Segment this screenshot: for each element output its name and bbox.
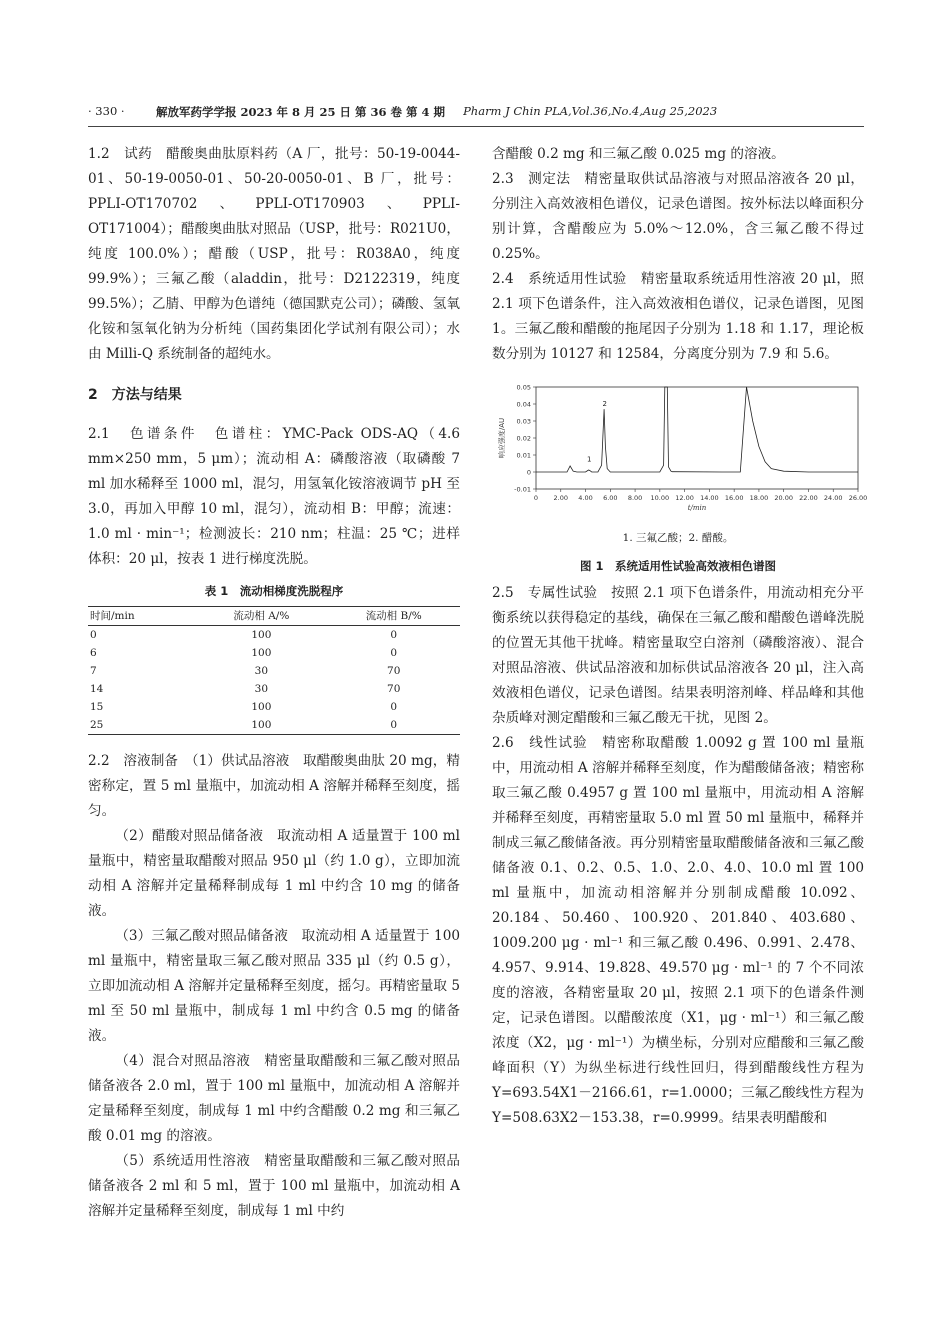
table-cell: 6 — [90, 647, 97, 659]
section-2-2-continued: 含醋酸 0.2 mg 和三氟乙酸 0.025 mg 的溶液。 — [492, 146, 785, 162]
table-header-cell: 时间/min — [90, 610, 135, 622]
gradient-table — [88, 606, 460, 735]
table-body — [88, 626, 460, 735]
x-tick-label: 20.00 — [774, 494, 793, 502]
table-cell: 0 — [90, 629, 97, 641]
peak-label: 1 — [587, 455, 592, 464]
table-cell: 70 — [387, 683, 401, 695]
y-tick-label: 0.02 — [516, 434, 531, 443]
section-2-2: 2.2 溶液制备 （1）供试品溶液 取醋酸奥曲肽 20 mg，精密称定，置 5 ml 量瓶中，加流动相 A 溶解并稀释至刻度，摇匀。 — [88, 753, 460, 819]
section-2-6: 2.6 线性试验 精密称取醋酸 1.0092 g 置 100 ml 量瓶中，用流动相 A 溶解并稀释至刻度，作为醋酸储备液；精密称取三氟乙酸 0.4957 g 置 100 ml 量瓶中，用流动相 A 溶解并稀释至刻度，再精密量取 5.0 ml 置 50 ml 量瓶中，稀释并制成三氟乙酸储备液。再分别精密量取醋酸储备液和三氟乙酸储备液 0.1、0.2、0.5、1.0、2.0、4.0、10.0 ml 置 100 ml 量瓶中，加流动相溶解并分别制成醋酸 10.092、20.184、50.460、100.920、201.840、403.680、1009.200 μg · ml⁻¹ 和三氟乙酸 0.496、0.991、2.478、4.957、9.914、19.828、49.570 μg · ml⁻¹ 的 7 个不同浓度的溶液，各精密量取 20 μl，按照 2.1 项下的色谱条件测定，记录色谱图。以醋酸浓度（X1，μg · ml⁻¹）和三氟乙酸浓度（X2，μg · ml⁻¹）为横坐标，分别对应醋酸和三氟乙酸峰面积（Y）为纵坐标进行线性回归，得到醋酸线性方程为 Y=693.54X1－2166.61，r=1.0000；三氟乙酸线性方程为 Y=508.63X2－153.38，r=0.9999。结果表明醋酸和 — [492, 735, 864, 1126]
table-cell: 30 — [254, 683, 269, 695]
table-row — [88, 662, 460, 680]
section-2-3: 2.3 测定法 精密量取供试品溶液与对照品溶液各 20 μl，分别注入高效液相色谱仪，记录色谱图。按外标法以峰面积分别计算，含醋酸应为 5.0%～12.0%，含三氟乙酸不得过 0.25%。 — [492, 171, 864, 262]
table-cell: 30 — [254, 665, 269, 677]
x-tick-label: 0 — [533, 494, 539, 502]
x-axis-label: t/min — [687, 504, 707, 512]
journal-title-en: Pharm J Chin PLA,Vol.36,No.4,Aug 25,2023 — [463, 104, 718, 118]
x-tick-label: 18.00 — [749, 494, 769, 502]
header-rule — [88, 126, 864, 127]
table-cell: 0 — [390, 629, 398, 641]
x-tick-label: 8.00 — [627, 494, 643, 502]
section-2-4: 2.4 系统适用性试验 精密量取系统适用性溶液 20 μl，照 2.1 项下色谱条件，注入高效液相色谱仪，记录色谱图，见图 1。三氟乙酸和醋酸的拖尾因子分别为 1.18 和 1.17，理论板数分别为 10127 和 12584，分离度分别为 7.9 和 5.6。 — [492, 271, 864, 362]
section-2-2-item-2: （2）醋酸对照品储备液 取流动相 A 适量置于 100 ml 量瓶中，精密量取醋酸对照品 950 μl（约 1.0 g），立即加流动相 A 溶解并定量稀释制成每 1 ml 中约含 10 mg 的储备液。 — [88, 828, 460, 919]
table-1-caption: 表 1 流动相梯度洗脱程序 — [204, 584, 344, 598]
table-cell: 70 — [387, 665, 401, 677]
x-tick-label: 6.00 — [603, 494, 618, 502]
table-cell: 100 — [251, 629, 272, 641]
x-tick-label: 2.00 — [553, 494, 569, 502]
table-cell: 100 — [251, 647, 272, 659]
x-tick-label: 14.00 — [700, 494, 719, 502]
y-tick-label: 0.03 — [516, 417, 531, 426]
table-cell: 14 — [90, 683, 104, 695]
chromatogram-trace — [536, 387, 858, 472]
table-header-row — [88, 607, 460, 626]
section-1-2: 1.2 试药 醋酸奥曲肽原料药（A 厂，批号：50-19-0044-01、50-19-0050-01、50-20-0050-01、B 厂，批号：PPLI-OT170702、PPLI-OT170903、PPLI-OT171004）；醋酸奥曲肽对照品（USP，批号：R021U0，纯度 100.0%）；醋酸（USP，批号：R038A0，纯度 99.9%）；三氟乙酸（aladdin，批号：D2122319，纯度 99.5%）；乙腈、甲醇为色谱纯（德国默克公司）；磷酸、氢氧化铵和氢氧化钠为分析纯（国药集团化学试剂有限公司）；水由 Milli-Q 系统制备的超纯水。 — [88, 146, 460, 362]
journal-title-cn: 解放军药学学报 2023 年 8 月 25 日 第 36 卷 第 4 期 — [156, 105, 446, 119]
table-row — [88, 680, 460, 698]
y-tick-label: 0.04 — [516, 400, 531, 409]
x-tick-label: 22.00 — [799, 494, 818, 502]
page-number: · 330 · — [88, 104, 125, 118]
table-cell: 7 — [90, 665, 97, 677]
x-tick-label: 12.00 — [675, 494, 694, 502]
table-row — [88, 626, 460, 645]
y-tick-label: 0 — [526, 468, 531, 477]
section-2-2-item-5: （5）系统适用性溶液 精密量取醋酸和三氟乙酸对照品储备液各 2 ml 和 5 ml，置于 100 ml 量瓶中，加流动相 A 溶解并定量稀释至刻度，制成每 1 ml 中约 — [88, 1153, 460, 1219]
section-2-1: 2.1 色谱条件 色谱柱：YMC-Pack ODS-AQ（4.6 mm×250 mm，5 μm）；流动相 A：磷酸溶液（取磷酸 7 ml 加水稀释至 1000 ml，混匀，用氢氧化铵溶液调节 pH 至 3.0，再加入甲醇 10 ml，混匀），流动相 B：甲醇；流速：1.0 ml · min⁻¹；检测波长：210 nm；柱温：25 ℃；进样体积：20 μl，按表 1 进行梯度洗脱。 — [88, 426, 460, 567]
table-cell: 25 — [90, 719, 104, 731]
table-cell: 0 — [390, 647, 398, 659]
chromatogram-figure — [492, 381, 868, 516]
x-tick-label: 24.00 — [823, 494, 843, 502]
right-column — [492, 142, 868, 1131]
peak-label: 2 — [602, 400, 607, 409]
section-2-heading: 2 方法与结果 — [88, 387, 182, 403]
section-2-2-item-4: （4）混合对照品溶液 精密量取醋酸和三氟乙酸对照品储备液各 2.0 ml，置于 100 ml 量瓶中，加流动相 A 溶解并定量稀释至刻度，制成每 1 ml 中约含醋酸 0.2 mg 和三氟乙酸 0.01 mg 的溶液。 — [88, 1053, 460, 1144]
table-row — [88, 644, 460, 662]
x-tick-label: 4.00 — [578, 494, 593, 502]
left-column — [88, 142, 460, 1224]
table-row — [88, 698, 460, 716]
y-tick-label: 0.05 — [516, 383, 531, 392]
y-tick-label: 0.01 — [516, 451, 531, 460]
table-cell: 100 — [251, 701, 272, 713]
section-2-2-item-3: （3）三氟乙酸对照品储备液 取流动相 A 适量置于 100 ml 量瓶中，精密量取三氟乙酸对照品 335 μl（约 0.5 g），立即加流动相 A 溶解并定量稀释至刻度，摇匀。再精密量取 5 ml 至 50 ml 量瓶中，制成每 1 ml 中约含 0.5 mg 的储备液。 — [88, 928, 460, 1044]
table-cell: 100 — [251, 719, 272, 731]
table-cell: 0 — [390, 701, 398, 713]
section-2-5: 2.5 专属性试验 按照 2.1 项下色谱条件，用流动相充分平衡系统以获得稳定的基线，确保在三氟乙酸和醋酸色谱峰洗脱的位置无其他干扰峰。精密量取空白溶剂（磷酸溶液）、混合对照品溶液、供试品溶液和加标供试品溶液各 20 μl，注入高效液相色谱仪，记录色谱图。结果表明溶剂峰、样品峰和其他杂质峰对测定醋酸和三氟乙酸无干扰，见图 2。 — [492, 585, 864, 726]
table-cell: 0 — [390, 719, 398, 731]
table-cell: 15 — [90, 701, 104, 713]
figure-1-note: 1. 三氟乙酸；2. 醋酸。 — [622, 532, 734, 544]
x-tick-label: 10.00 — [650, 494, 670, 502]
table-row — [88, 716, 460, 735]
running-header — [88, 104, 864, 120]
y-tick-label: -0.01 — [514, 485, 531, 494]
plot-frame — [536, 387, 858, 489]
figure-1-caption: 图 1 系统适用性试验高效液相色谱图 — [579, 559, 776, 573]
x-tick-label: 16.00 — [724, 494, 744, 502]
x-tick-label: 26.00 — [848, 494, 868, 502]
table-header-cell: 流动相 A/% — [233, 610, 290, 622]
y-axis-label: 响应强度/AU — [498, 417, 506, 459]
table-header-cell: 流动相 B/% — [365, 610, 422, 622]
